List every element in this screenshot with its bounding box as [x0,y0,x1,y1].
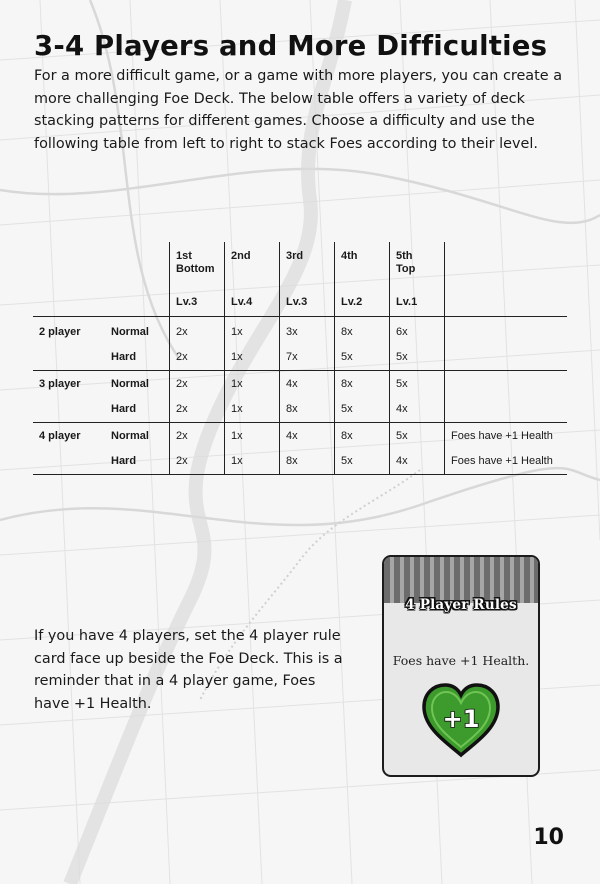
stack-count-cell: 5x [390,345,445,371]
position-header: 1st Bottom [170,242,225,290]
row-note [445,397,568,423]
table-row [33,371,567,397]
card-title: 4 Player Rules [405,597,517,613]
position-header-row [33,242,567,290]
stack-count-cell: 4x [280,423,335,449]
level-header: Lv.4 [225,290,280,317]
stack-count-cell: 8x [335,317,390,345]
page-number: 10 [533,825,564,850]
rule-card-instructions: If you have 4 players, set the 4 player rule card face up beside the Foe Deck. This is a reminder that in a 4 player game, Foes have +1 Health. [34,628,343,712]
row-note [445,371,568,397]
table-row [33,397,567,423]
heart-badge-text: +1 [442,705,480,733]
stack-count-cell: 1x [225,371,280,397]
stack-count-cell: 4x [390,449,445,475]
stack-count-cell: 5x [390,423,445,449]
position-header: 5th Top [390,242,445,290]
stack-count-cell: 3x [280,317,335,345]
stack-count-cell: 5x [335,397,390,423]
difficulty-label: Hard [105,449,170,475]
stack-count-cell: 2x [170,449,225,475]
row-note: Foes have +1 Health [445,423,568,449]
level-header: Lv.3 [280,290,335,317]
stack-count-cell: 8x [280,397,335,423]
stack-count-cell: 8x [335,371,390,397]
level-header: Lv.3 [170,290,225,317]
table-row [33,317,567,345]
player-count-label: 4 player [33,423,105,449]
position-header: 3rd [280,242,335,290]
stack-count-cell: 5x [390,371,445,397]
player-count-label [33,449,105,475]
stack-count-cell: 2x [170,423,225,449]
table-row [33,449,567,475]
difficulty-label: Hard [111,351,137,364]
difficulty-label: Normal [105,371,170,397]
level-header: Lv.1 [390,290,445,317]
stack-count-cell: 5x [335,449,390,475]
table-row [33,345,567,371]
card-text: Foes have +1 Health. [392,653,530,668]
intro-paragraph: For a more difficult game, or a game with more players, you can create a more challenging Foe Deck. The below table offers a variety of deck stacking patterns for different games. Choose a difficulty and use the following table from left to right to stack Foes according to their level. [34,68,563,152]
stack-count-cell: 5x [335,345,390,371]
stack-count-cell: 2x [170,317,225,345]
stack-count-cell: 1x [225,345,280,371]
position-header: 4th [335,242,390,290]
row-note: Foes have +1 Health [445,449,568,475]
stack-count-cell: 8x [280,449,335,475]
table-row [33,423,567,449]
stack-count-cell: 1x [225,423,280,449]
stack-count-cell: 2x [170,397,225,423]
stack-count-cell: 1x [225,397,280,423]
four-player-rule-card [382,555,540,777]
player-count-label [33,345,105,371]
stack-count-cell: 6x [390,317,445,345]
row-note [445,345,568,371]
player-count-label [33,397,105,423]
position-header: 2nd [225,242,280,290]
row-note [445,317,568,345]
stack-count-cell: 7x [280,345,335,371]
stack-count-cell: 4x [390,397,445,423]
stack-count-cell: 2x [170,371,225,397]
level-header: Lv.2 [335,290,390,317]
difficulty-label: Normal [105,317,170,345]
heart-plus-one-icon [420,681,502,759]
deck-stacking-table [33,242,567,475]
page-title: 3-4 Players and More Difficulties [34,30,548,62]
stack-count-cell: 1x [225,317,280,345]
difficulty-label: Normal [105,423,170,449]
difficulty-label: Hard [111,403,137,416]
player-count-label: 2 player [33,317,105,345]
stack-count-cell: 2x [170,345,225,371]
player-count-label: 3 player [33,371,105,397]
stack-count-cell: 8x [335,423,390,449]
level-header-row [33,290,567,317]
stack-count-cell: 4x [280,371,335,397]
stack-count-cell: 1x [225,449,280,475]
